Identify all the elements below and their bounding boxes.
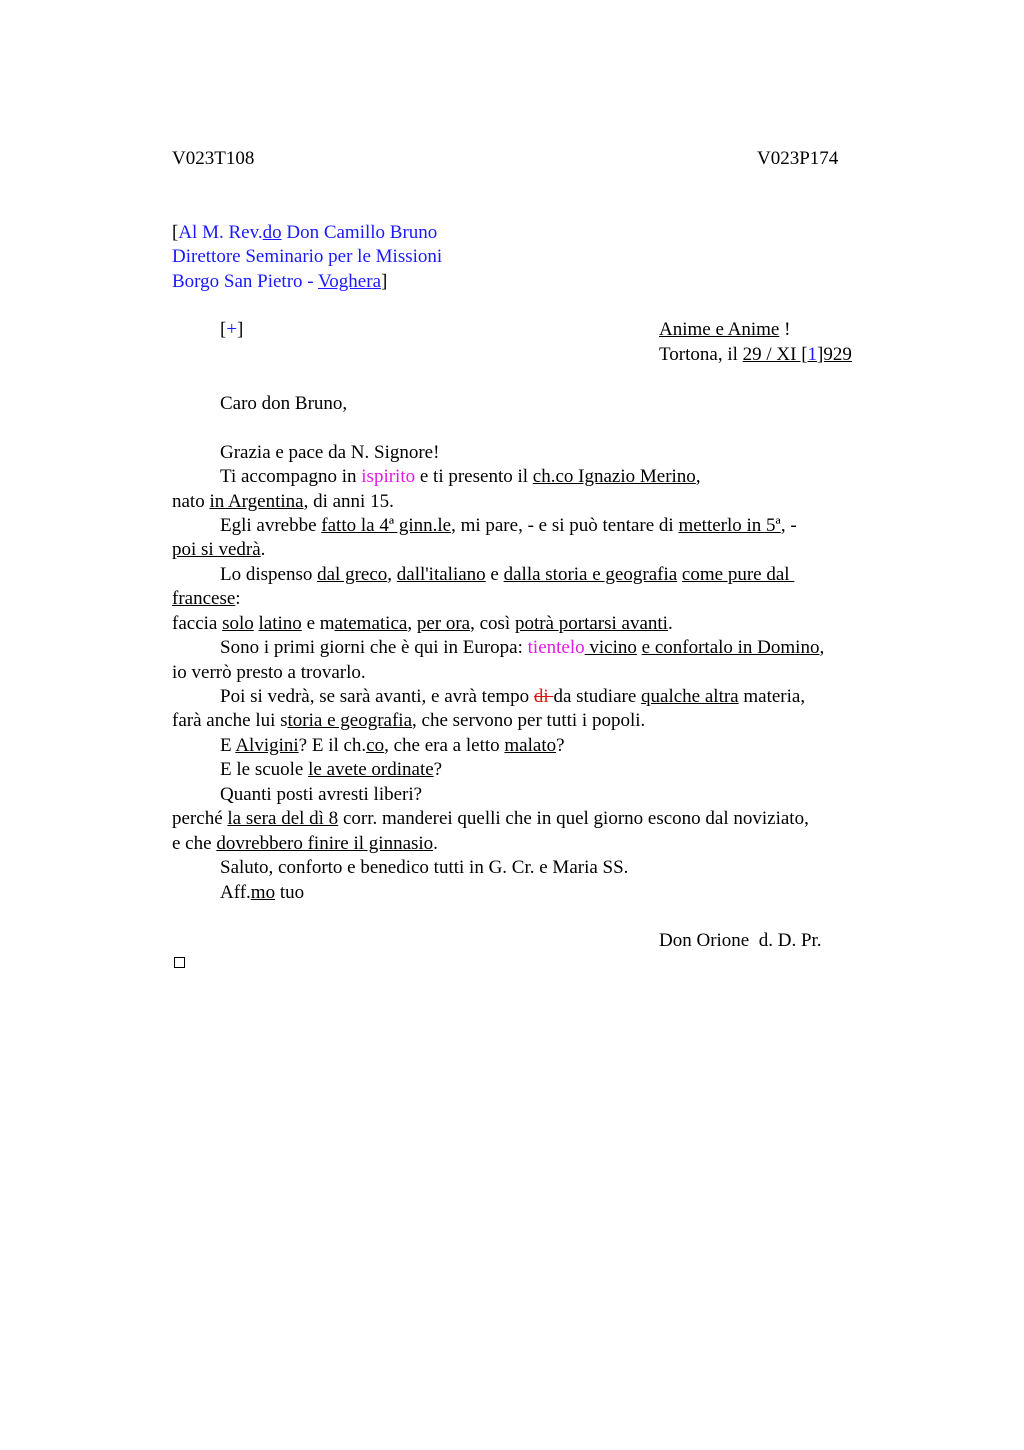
paragraph-8-line-1: Quanti posti avresti liberi? (220, 784, 423, 805)
cross-mark: [+] (220, 319, 244, 340)
paragraph-1-line-2: nato in Argentina, di anni 15. (172, 491, 394, 512)
greeting: Caro don Bruno, (220, 393, 348, 414)
paragraph-3-line-1: Lo dispenso dal greco, dall'italiano e dalla storia e geografia come pure dal (220, 564, 795, 585)
paragraph-3-line-2: francese: (172, 588, 241, 609)
paragraph-4-line-2: io verrò presto a trovarlo. (172, 662, 366, 683)
paragraph-5-line-2: farà anche lui storia e geografia, che servono per tutti i popoli. (172, 710, 646, 731)
paragraph-1-line-1: Ti accompagno in ispirito e ti presento il ch.co Ignazio Merino, (220, 466, 701, 487)
address-line-1: [Al M. Rev.do Don Camillo Bruno (172, 222, 438, 243)
place-date: Tortona, il 29 / XI [1]929 (659, 344, 852, 365)
motto: Anime e Anime ! (659, 319, 791, 340)
paragraph-2-line-2: poi si vedrà. (172, 539, 266, 560)
address-line-3: Borgo San Pietro - Voghera] (172, 271, 388, 292)
signature: Don Orione d. D. Pr. (659, 930, 822, 951)
paragraph-2-line-1: Egli avrebbe fatto la 4ª ginn.le, mi pare, - e si può tentare di metterlo in 5ª, - (220, 515, 797, 536)
address-line-2: Direttore Seminario per le Missioni (172, 246, 443, 267)
paragraph-8-line-2: perché la sera del dì 8 corr. manderei quelli che in quel giorno escono dal noviziato, (172, 808, 809, 829)
paragraph-6: E Alvigini? E il ch.co, che era a letto malato? (220, 735, 565, 756)
blessing: Grazia e pace da N. Signore! (220, 442, 440, 463)
end-marker-square (174, 957, 185, 968)
paragraph-8-line-3: e che dovrebbero finire il ginnasio. (172, 833, 438, 854)
paragraph-4-line-1: Sono i primi giorni che è qui in Europa: tientelo vicino e confortalo in Domino, (220, 637, 825, 658)
document-code-left: V023T108 (172, 148, 255, 169)
paragraph-3-line-3: faccia solo latino e matematica, per ora, così potrà portarsi avanti. (172, 613, 673, 634)
paragraph-5-line-1: Poi si vedrà, se sarà avanti, e avrà tempo di da studiare qualche altra materia, (220, 686, 806, 707)
document-code-right: V023P174 (757, 148, 839, 169)
closing-affectionately: Aff.mo tuo (220, 882, 305, 903)
closing: Saluto, conforto e benedico tutti in G. Cr. e Maria SS. (220, 857, 629, 878)
paragraph-7: E le scuole le avete ordinate? (220, 759, 443, 780)
